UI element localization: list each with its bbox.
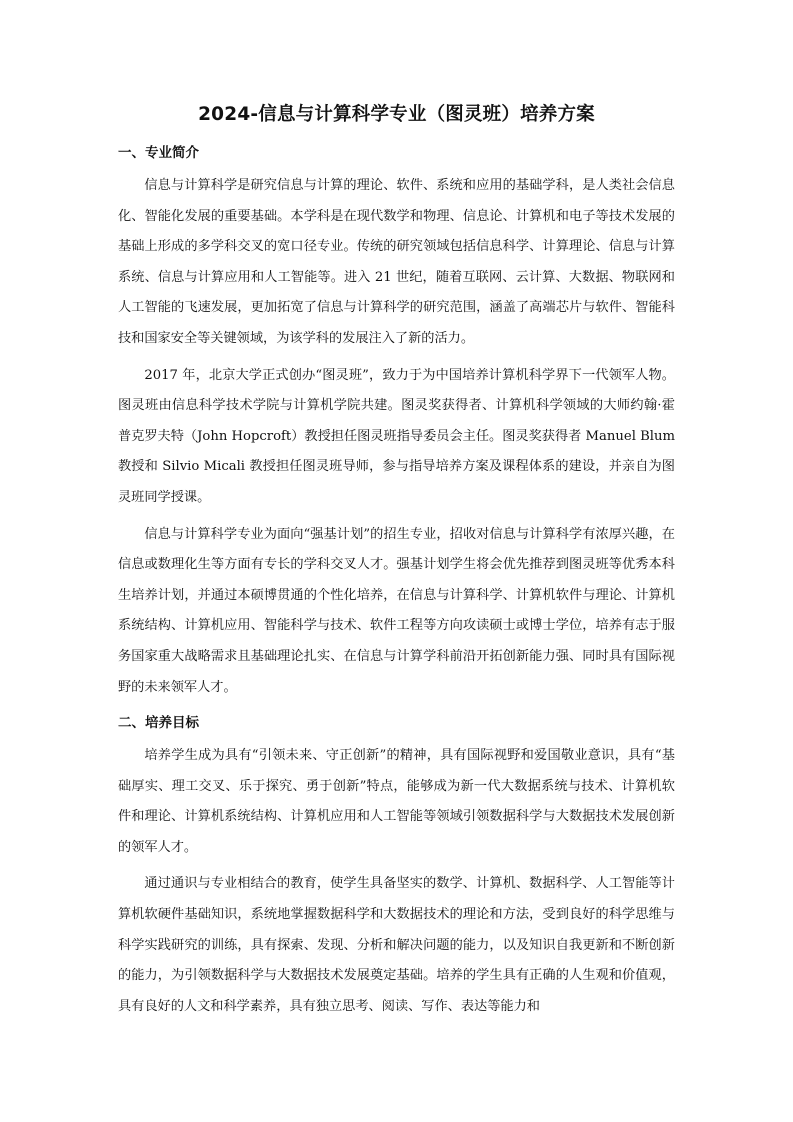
paragraph: 培养学生成为具有“引领未来、守正创新”的精神，具有国际视野和爱国敬业意识，具有“基础厚实、理工交叉、乐于探究、勇于创新”特点，能够成为新一代大数据系统与技术、计算机软件和理论、计算机系统结构、计算机应用和人工智能等领域引领数据科学与大数据技术发展创新的领军人才。 bbox=[118, 748, 675, 855]
document-title: 2024-信息与计算科学专业（图灵班）培养方案 bbox=[198, 104, 595, 125]
section-intro bbox=[118, 143, 675, 703]
paragraph: 2017 年，北京大学正式创办“图灵班”，致力于为中国培养计算机科学界下一代领军人物。图灵班由信息科学技术学院与计算机学院共建。图灵奖获得者、计算机科学领域的大师约翰·霍普克罗夫特（John Hopcroft）教授担任图灵班指导委员会主任。图灵奖获得者 Manuel Blum 教授和 Silvio Micali 教授担任图灵班导师，参与指导培养方案及课程体系的建设，并亲自为图灵班同学授课。 bbox=[118, 367, 676, 505]
paragraph: 通过通识与专业相结合的教育，使学生具备坚实的数学、计算机、数据科学、人工智能等计算机软硬件基础知识，系统地掌握数据科学和大数据技术的理论和方法，受到良好的科学思维与科学实践研究的训练，具有探索、发现、分析和解决问题的能力，以及知识自我更新和不断创新的能力，为引领数据科学与大数据技术发展奠定基础。培养的学生具有正确的人生观和价值观，具有良好的人文和科学素养，具有独立思考、阅读、写作、表达等能力和 bbox=[118, 876, 675, 1014]
document-content bbox=[118, 100, 675, 1028]
paragraph: 信息与计算科学是研究信息与计算的理论、软件、系统和应用的基础学科，是人类社会信息化、智能化发展的重要基础。本学科是在现代数学和物理、信息论、计算机和电子等技术发展的基础上形成的多学科交叉的宽口径专业。传统的研究领域包括信息科学、计算理论、信息与计算系统、信息与计算应用和人工智能等。进入 21 世纪，随着互联网、云计算、大数据、物联网和人工智能的飞速发展，更加拓宽了信息与计算科学的研究范围，涵盖了高端芯片与软件、智能科技和国家安全等关键领域，为该学科的发展注入了新的活力。 bbox=[118, 178, 675, 346]
section-goals bbox=[118, 713, 675, 1022]
section-heading: 二、培养目标 bbox=[118, 715, 199, 732]
section-heading: 一、专业简介 bbox=[118, 145, 199, 161]
paragraph: 信息与计算科学专业为面向“强基计划”的招生专业，招收对信息与计算科学有浓厚兴趣，在信息或数理化生等方面有专长的学科交叉人才。强基计划学生将会优先推荐到图灵班等优秀本科生培养计划，并通过本硕博贯通的个性化培养，在信息与计算科学、计算机软件与理论、计算机系统结构、计算机应用、智能科学与技术、软件工程等方向攻读硕士或博士学位，培养有志于服务国家重大战略需求且基础理论扎实、在信息与计算学科前沿开拓创新能力强、同时具有国际视野的未来领军人才。 bbox=[118, 526, 675, 695]
